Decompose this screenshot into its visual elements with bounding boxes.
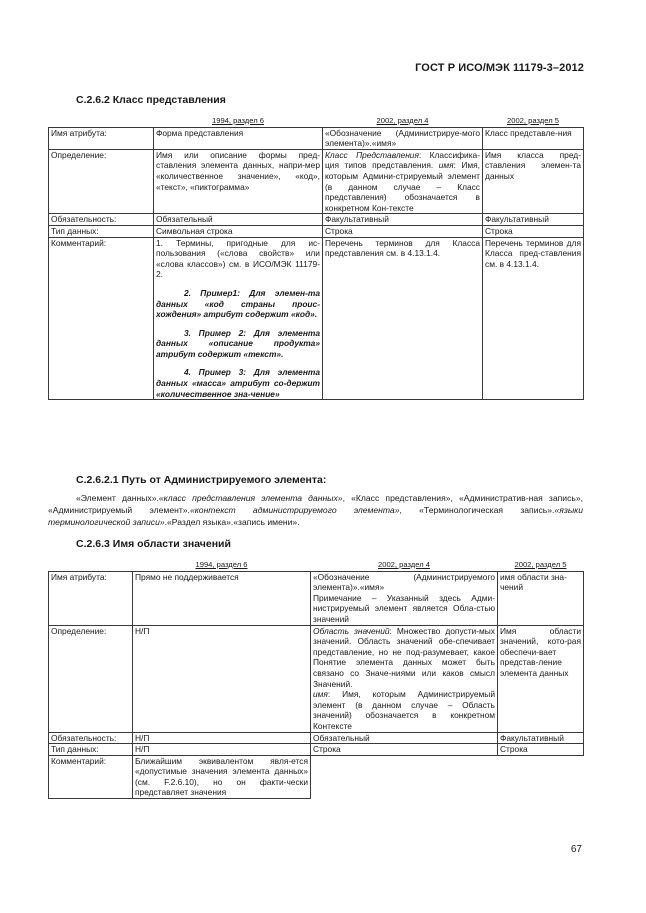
- row-label: Определение:: [49, 625, 133, 732]
- row-label: Обязательность:: [49, 732, 133, 744]
- column-head: 2002, раздел 4: [323, 116, 483, 127]
- table-cell: Обязательный: [311, 732, 498, 744]
- table-cell: Имя или описание формы пред-ставления элемента данных, напри-мер «количественное значение», «код», «текст», «пиктограмма»: [154, 149, 323, 214]
- table-cell: Перечень терминов для Класса пред-ставления см. в 4.13.1.4.: [483, 237, 584, 400]
- table-cell: Н/П: [133, 625, 311, 732]
- table-row: [49, 237, 584, 400]
- section-heading-value-domain: С.2.6.3 Имя области значений: [76, 538, 231, 550]
- path-paragraph: «Элемент данных».«класс представления элемента данных», «Класс представления», «Административ-ная запись», «Администрируемый элемент».«контекст администрируемого элемента», «Терминологическая запись».«языки терминологической записи».«Раздел языка».«запись имени».: [48, 493, 584, 527]
- table-cell: Прямо не поддерживается: [133, 571, 311, 625]
- table-cell: Факультативный: [323, 214, 483, 226]
- table-cell: Факультативный: [483, 214, 584, 226]
- row-label: Тип данных:: [49, 225, 154, 237]
- table-row: [49, 744, 584, 756]
- table-cell: [311, 571, 498, 625]
- column-head: 2002, раздел 5: [483, 116, 584, 127]
- row-label: Определение:: [49, 149, 154, 214]
- empty-cell: [311, 755, 498, 798]
- table-row: [49, 225, 584, 237]
- column-head: 1994, раздел 6: [133, 560, 311, 571]
- table-cell: Имя области значений, кото-рая обеспечи-вает представ-ление элемента данных: [498, 625, 584, 732]
- table-cell: Область значений: Множество допусти-мых значений. Область значений обе-спечивает представление, но не под-разумевает, какое Понятие элемента данных может быть связано со Значе-ниями или каков смысл Значений. имя: Имя, которым Администрируемый элемент (в данном случае – Область значений) обозначается в конкретном Контексте: [311, 625, 498, 732]
- table-cell: Форма представления: [154, 127, 323, 149]
- table-cell: Строка: [311, 744, 498, 756]
- table-cell: Класс представле-ния: [483, 127, 584, 149]
- row-label: Имя атрибута:: [49, 127, 154, 149]
- column-head: 2002, раздел 5: [498, 560, 584, 571]
- table-row: [49, 732, 584, 744]
- row-label: Комментарий:: [49, 755, 133, 798]
- table-cell: Ближайшим эквивалентом явля-ется «допустимые значения элемента данных» (см. F.2.6.10), но он факти-чески представляет значения: [133, 755, 311, 798]
- table-cell: Строка: [323, 225, 483, 237]
- table-row: [49, 755, 584, 798]
- table-row: [49, 214, 584, 226]
- table-cell: Обязательный: [154, 214, 323, 226]
- attribute-table-value-domain: [48, 560, 584, 799]
- cell-note: Примечание – Указанный здесь Адми-нистрируемый элемент является Обла-стью значений: [313, 592, 495, 624]
- cell-text: «Обозначение (Администрируемого элемента)».«имя»: [313, 571, 495, 593]
- column-head: 2002, раздел 4: [311, 560, 498, 571]
- row-label: Тип данных:: [49, 744, 133, 756]
- table-cell: Символьная строка: [154, 225, 323, 237]
- example-2: 3. Пример 2: Для элемента данных «описание продукта» атрибут содержит «текст».: [156, 327, 320, 359]
- table-cell: Класс Представления: Классифика-ция типов представления. имя: Имя, которым Админи-стрируемый элемент (в данном случае – Класс представления) обозначается в конкретном Кон-тексте: [323, 149, 483, 214]
- table-row: [49, 625, 584, 732]
- table-cell: Факультативный: [498, 732, 584, 744]
- example-1: 2. Пример1: Для элемен-та данных «код страны проис-хождения» атрибут содержит «код».: [156, 287, 320, 320]
- table-cell: Строка: [483, 225, 584, 237]
- empty-cell: [498, 755, 584, 798]
- table-row: [49, 127, 584, 149]
- table-cell: [154, 237, 323, 400]
- standard-header: ГОСТ Р ИСО/МЭК 11179-3–2012: [415, 62, 584, 74]
- table-cell: Перечень терминов для Класса представления см. в 4.13.1.4.: [323, 237, 483, 400]
- example-3: 4. Пример 3: Для элемента данных «масса» атрибут со-держит «количественное зна-чение»: [156, 367, 320, 399]
- table-row: [49, 571, 584, 625]
- table-header-row: [49, 116, 584, 127]
- comment-text: 1. Термины, пригодные для ис-пользования («слова свойств» или «слова классов») см. в ИСО/МЭК 11179-2.: [156, 237, 320, 280]
- column-head: 1994, раздел 6: [154, 116, 323, 127]
- table-cell: Имя класса пред-ставления элемен-та данных: [483, 149, 584, 214]
- table-cell: «Обозначение (Администрируе-мого элемента)».«имя»: [323, 127, 483, 149]
- table-cell: имя области зна-чений: [498, 571, 584, 625]
- table-cell: Н/П: [133, 732, 311, 744]
- row-label: Обязательность:: [49, 214, 154, 226]
- table-header-row: [49, 560, 584, 571]
- attribute-table-representation-class: [48, 116, 584, 400]
- table-row: [49, 149, 584, 214]
- row-label: Имя атрибута:: [49, 571, 133, 625]
- section-heading-representation-class: С.2.6.2 Класс представления: [76, 94, 226, 106]
- section-heading-path: С.2.6.2.1 Путь от Администрируемого элемента:: [76, 474, 327, 486]
- page-number: 67: [570, 844, 582, 855]
- row-label: Комментарий:: [49, 237, 154, 400]
- table-cell: Строка: [498, 744, 584, 756]
- table-cell: Н/П: [133, 744, 311, 756]
